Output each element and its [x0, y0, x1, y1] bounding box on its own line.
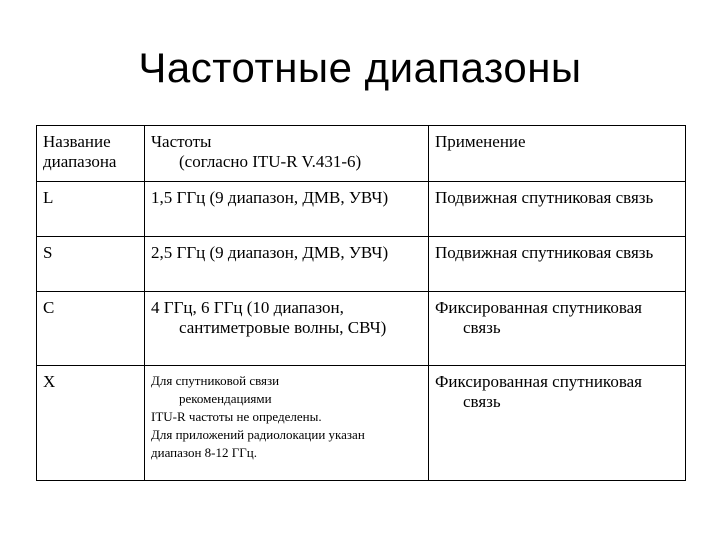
table-header-row — [37, 126, 686, 182]
band-frequency-line: ITU-R частоты не определены. — [151, 409, 322, 424]
band-usage-cell — [429, 182, 686, 237]
band-usage: Подвижная спутниковая связь — [435, 188, 654, 207]
header-frequency-line1: Частоты — [151, 132, 212, 151]
band-frequency-cell — [145, 292, 429, 366]
band-frequency-cell — [145, 182, 429, 237]
band-frequency-cell — [145, 237, 429, 292]
header-frequency-line2: (согласно ITU-R V.431-6) — [179, 152, 362, 171]
header-cell-usage — [429, 126, 686, 182]
band-usage: Фиксированная спутниковая связь — [435, 372, 642, 411]
slide-title: Частотные диапазоны — [138, 44, 582, 91]
band-usage-cell — [429, 366, 686, 481]
table-row — [37, 366, 686, 481]
band-name-cell — [37, 292, 145, 366]
band-frequency: 4 ГГц, 6 ГГц (10 диапазон, сантиметровые волны, СВЧ) — [151, 298, 387, 337]
header-usage: Применение — [435, 132, 526, 151]
band-frequency-line: Для спутниковой связи — [151, 373, 280, 388]
band-frequency-cell — [145, 366, 429, 481]
band-frequency: 1,5 ГГц (9 диапазон, ДМВ, УВЧ) — [151, 188, 389, 207]
frequency-bands-table — [36, 125, 686, 481]
header-name-line1: Название — [43, 132, 111, 151]
header-cell-frequency — [145, 126, 429, 182]
band-frequency-line: рекомендациями — [179, 391, 272, 406]
band-usage: Подвижная спутниковая связь — [435, 243, 654, 262]
header-cell-name — [37, 126, 145, 182]
table-row — [37, 182, 686, 237]
band-frequency-line: Для приложений радиолокации указан — [151, 427, 365, 442]
band-name: C — [43, 298, 55, 317]
table-row — [37, 292, 686, 366]
band-name-cell — [37, 237, 145, 292]
band-usage-cell — [429, 237, 686, 292]
band-name-cell — [37, 182, 145, 237]
band-name: X — [43, 372, 56, 391]
band-usage-cell — [429, 292, 686, 366]
band-usage: Фиксированная спутниковая связь — [435, 298, 642, 337]
table-row — [37, 237, 686, 292]
band-name-cell — [37, 366, 145, 481]
band-frequency: 2,5 ГГц (9 диапазон, ДМВ, УВЧ) — [151, 243, 389, 262]
band-name: S — [43, 243, 53, 262]
band-name: L — [43, 188, 54, 207]
header-name-line2: диапазона — [43, 152, 117, 171]
band-frequency-line: диапазон 8-12 ГГц. — [151, 445, 257, 460]
